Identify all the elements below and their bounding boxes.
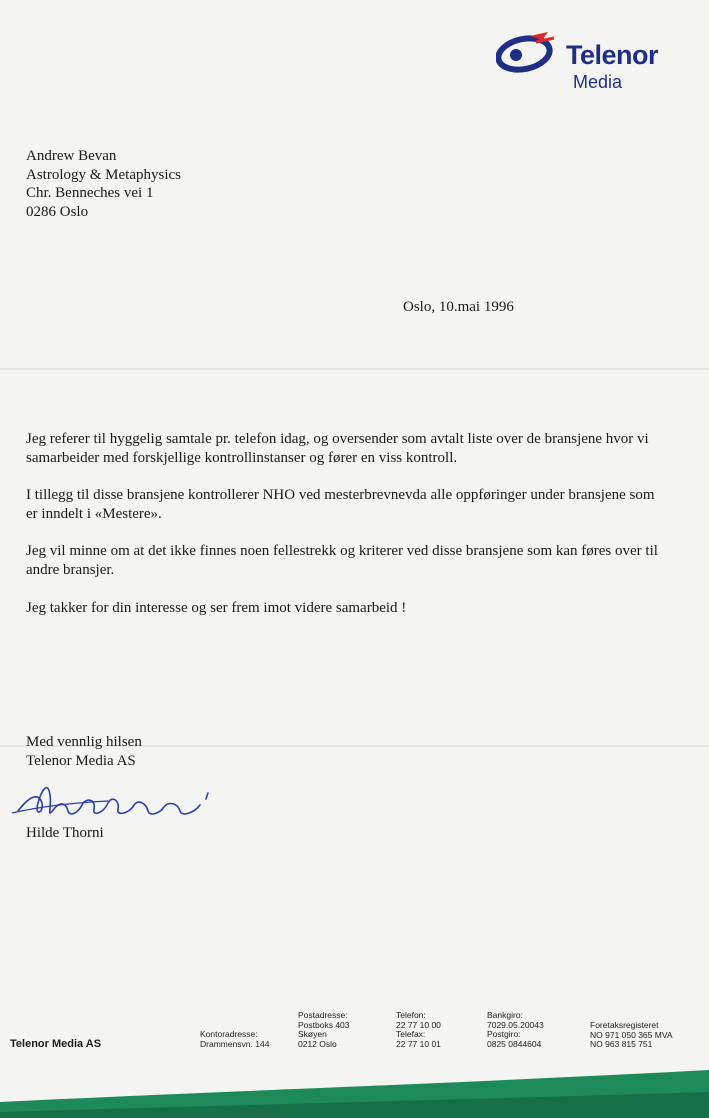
body-paragraph: Jeg takker for din interesse og ser frem imot videre samarbeid ! <box>26 599 407 616</box>
footer-value: 22 77 10 00 <box>396 1019 441 1030</box>
paper-fold <box>0 368 709 370</box>
closing-line: Med vennlig hilsen <box>26 734 142 750</box>
footer-label: Telefax: <box>396 1029 426 1040</box>
footer-value: NO 963 815 751 <box>590 1039 653 1050</box>
letter-body <box>26 430 666 636</box>
footer-label: Bankgiro: <box>487 1010 523 1020</box>
handwritten-signature <box>8 773 228 833</box>
recipient-address <box>26 147 181 221</box>
logo-subtitle: Media <box>573 72 623 92</box>
telenor-logo-icon <box>496 30 566 76</box>
body-paragraph: I tillegg til disse bransjene kontrollerer NHO ved mesterbrevnevda alle oppføringer under bransjene som er inndelt i «Mestere». <box>26 487 655 522</box>
logo-wordmark: Telenor <box>566 40 659 70</box>
footer-label: Kontoradresse: <box>200 1029 258 1039</box>
body-paragraph: Jeg referer til hyggelig samtale pr. telefon idag, og oversender som avtalt liste over de bransjene hvor vi samarbeider med forskjellige kontrollinstanser og fører en viss kontroll. <box>26 431 649 466</box>
telenor-media-logo <box>496 28 696 98</box>
recipient-line: 0286 Oslo <box>26 203 89 220</box>
footer-label: Postadresse: <box>298 1010 348 1020</box>
footer-registry <box>590 1021 673 1050</box>
recipient-line: Astrology & Metaphysics <box>26 166 181 183</box>
footer-value: Postboks 403 <box>298 1019 350 1030</box>
footer-value: Drammensvn. 144 <box>200 1038 270 1049</box>
footer-bank <box>487 1011 544 1049</box>
footer-value: 7029.05.20043 <box>487 1019 544 1030</box>
letter-date: Oslo, 10.mai 1996 <box>403 299 514 315</box>
footer-label: Telefon: <box>396 1010 426 1020</box>
footer-value: 0212 Oslo <box>298 1038 337 1049</box>
footer-postal <box>298 1011 350 1049</box>
recipient-line: Chr. Benneches vei 1 <box>26 185 154 202</box>
footer-value: 22 77 10 01 <box>396 1038 441 1049</box>
footer-label: Foretaksregisteret <box>590 1020 659 1030</box>
footer-value: NO 971 050 365 MVA <box>590 1029 673 1040</box>
footer-label: Postgiro: <box>487 1029 521 1040</box>
footer-value: Skøyen <box>298 1029 327 1040</box>
body-paragraph: Jeg vil minne om at det ikke finnes noen fellestrekk og kriterer ved disse bransjene som kan føres over til andre bransjer. <box>26 543 658 578</box>
footer-wave <box>0 1062 709 1118</box>
footer-phone <box>396 1011 441 1049</box>
signer-name: Hilde Thorni <box>26 825 104 841</box>
closing-line: Telenor Media AS <box>26 752 136 769</box>
recipient-line: Andrew Bevan <box>26 148 117 164</box>
footer-office <box>200 1030 269 1049</box>
footer-value: 0825 0844604 <box>487 1038 542 1049</box>
closing-block <box>26 733 142 770</box>
footer-company: Telenor Media AS <box>10 1038 102 1050</box>
